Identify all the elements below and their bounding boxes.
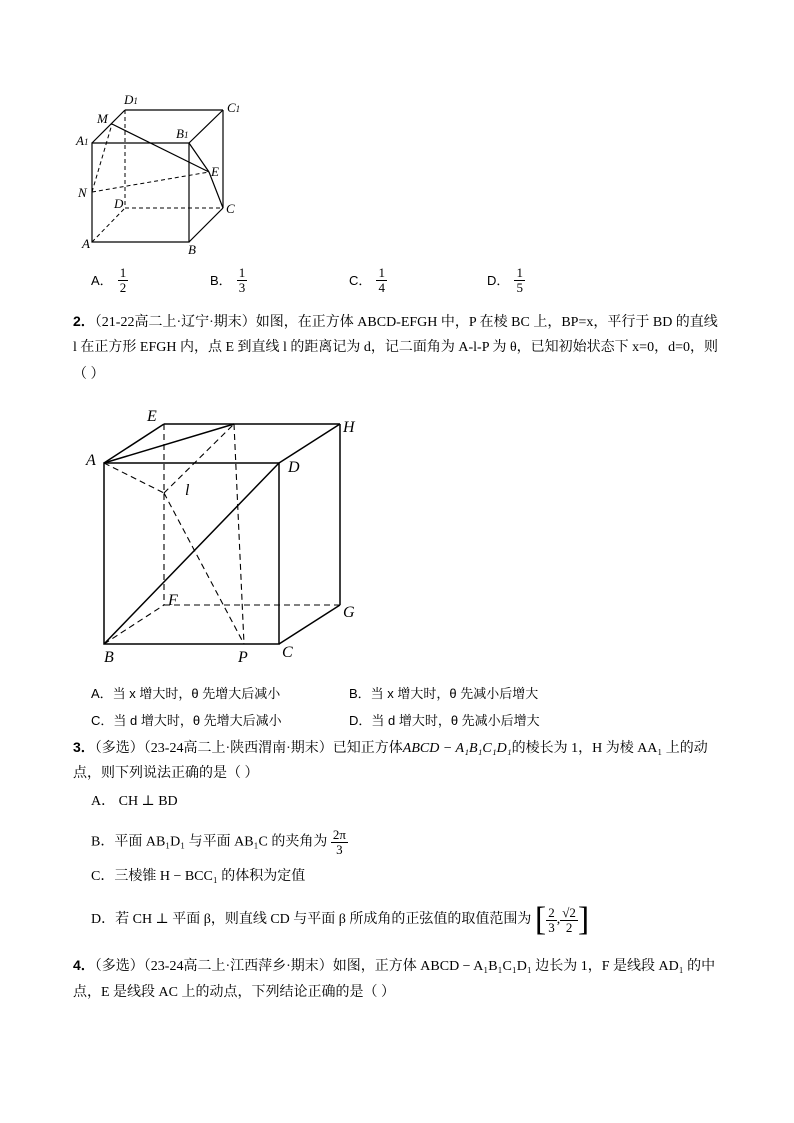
q1-option-c: C． $\frac{1}{4}$ [349,265,385,295]
label-b: B [188,242,196,257]
label2-b: B [104,649,114,666]
label2-a: A [86,452,96,469]
q3-option-b: B．平面 AB₁D₁ 与平面 AB₁C 的夹角为 $\frac{2\pi}{3}$ [91,827,346,857]
label2-d: D [288,459,300,476]
label-c: C [226,201,235,216]
label-d1: D1 [124,92,138,107]
label-m: M [97,111,108,126]
label2-h: H [343,419,355,436]
q1-option-d: D． $\frac{1}{5}$ [487,265,523,295]
q4-line-2: 点，E 是线段 AC 上的动点，下列结论正确的是（ ） [73,985,395,1000]
q4-line-1: 4．（多选）（23-24高二上·江西萍乡·期末）如图，正方体 ABCD − A₁B₁C₁D₁ 边长为 1，F 是线段 AD₁ 的中 [73,957,716,974]
q2-option-b: B．当 x 增大时，θ 先减小后增大 [349,686,539,701]
label-a1: A1 [76,133,89,148]
label-c1: C1 [227,100,241,115]
label2-e: E [147,408,157,425]
q3-option-d: D．若 CH ⊥ 平面 β，则直线 CD 与平面 β 所成角的正弦值的取值范围为 [ $\frac{2}{3}$ , $\frac{√2}{2}$ ] [91,901,590,938]
label2-c: C [282,644,293,661]
q3-option-c: C．三棱锥 H − BCC₁ 的体积为定值 [91,869,306,884]
label-e: E [211,164,219,179]
label-d: D [114,196,124,211]
label-n: N [78,185,87,200]
label2-f: F [168,592,178,609]
label-b1: B1 [176,126,189,141]
q2-line-2: l 在正方形 EFGH 内，点 E 到直线 l 的距离记为 d，记二面角为 A-l-P 为 θ，已知初始状态下 x=0，d=0，则 [73,340,718,355]
q2-option-d: D．当 d 增大时，θ 先减小后增大 [349,713,540,728]
q3-line-2: 点，则下列说法正确的是（ ） [73,766,259,781]
q2-line-3: （ ） [73,367,105,382]
q2-option-c: C．当 d 增大时，θ 先增大后减小 [91,713,282,728]
q1-option-a: A． $\frac{1}{2}$ [91,265,127,295]
label2-l: l [185,482,190,499]
q2-option-a: A．当 x 增大时，θ 先增大后减小 [91,686,281,701]
label-a: A [82,236,90,251]
q2-line-1: 2．（21-22高二上·辽宁·期末）如图，在正方体 ABCD-EFGH 中，P 在棱 BC 上，BP=x，平行于 BD 的直线 [73,313,718,330]
q3-line-1: 3．（多选）（23-24高二上·陕西渭南·期末）已知正方体ABCD − A₁B₁C₁D₁的棱长为 1，H 为棱 AA₁ 上的动 [73,739,708,756]
label2-g: G [343,604,355,621]
label2-p: P [238,649,248,666]
q3-option-a: A． CH ⊥ BD [91,794,178,809]
q1-option-b: B． $\frac{1}{3}$ [210,265,246,295]
